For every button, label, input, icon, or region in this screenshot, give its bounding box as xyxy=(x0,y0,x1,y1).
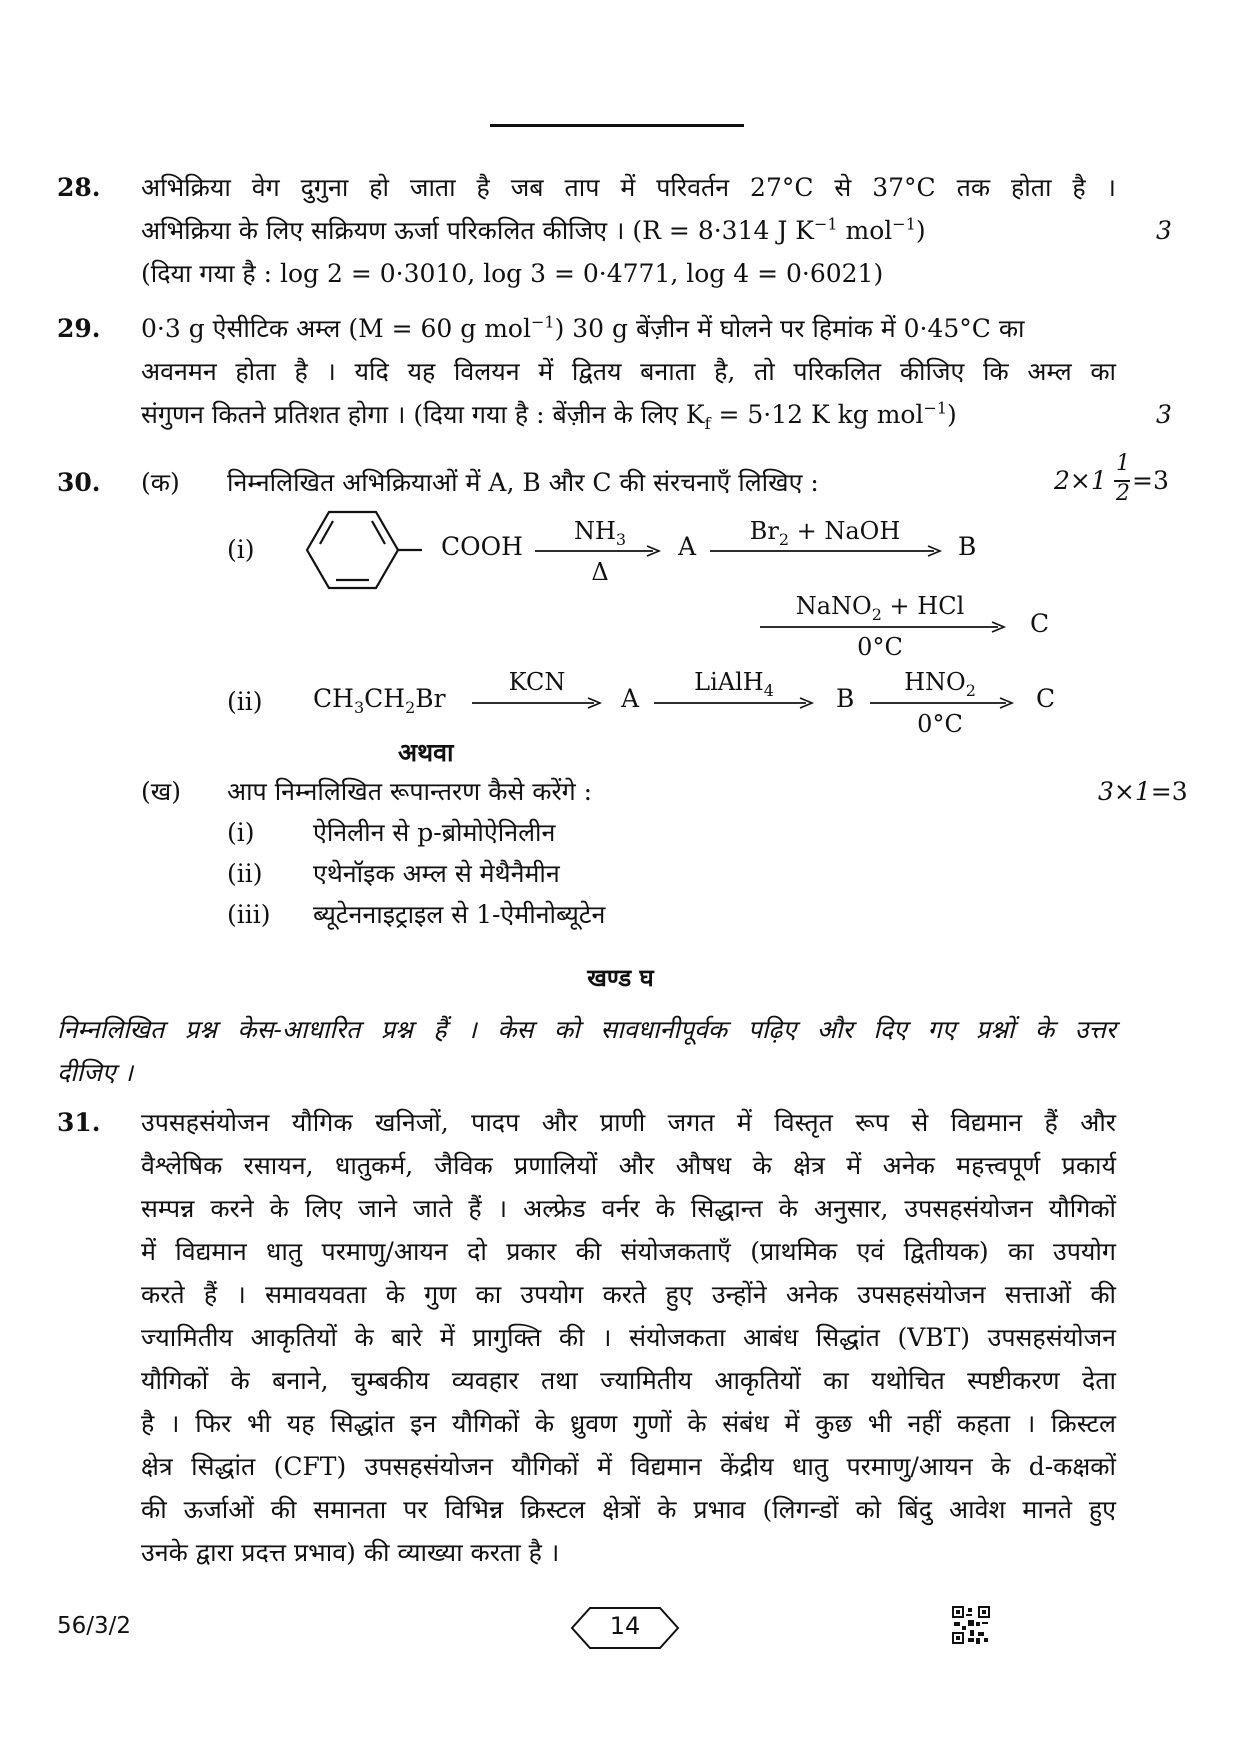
q28-line2: अभिक्रिया के लिए सक्रियण ऊर्जा परिकलित कीजिए । (R = 8·314 J $K^{-1}$ mol$^{-1}$) xyxy=(141,214,926,245)
r1-group: COOH xyxy=(441,532,523,561)
q31-line: यौगिकों के बनाने, चुम्बकीय व्यवहार तथा ज्यामितीय आकृतियों का यथोचित स्पष्टीकरण देता xyxy=(141,1366,1116,1395)
benzene-ring-icon xyxy=(296,505,436,595)
r1-product-c: C xyxy=(1030,609,1050,638)
r1-step1-reagent: $NH_3$ xyxy=(573,517,627,549)
q31-line: वैश्लेषिक रसायन, धातुकर्म, जैविक प्रणालियों और औषध के क्षेत्र में अनेक महत्त्वपूर्ण प्रकार्य xyxy=(141,1151,1116,1180)
conversion-item: ब्यूटेननाइट्राइल से 1-ऐमीनोब्यूटेन xyxy=(313,900,606,929)
r2-step3-condition: 0°C xyxy=(917,710,963,738)
q30-part-b-marks: 3×1=3 xyxy=(1098,777,1188,806)
q28-line1: अभिक्रिया वेग दुगुना हो जाता है जब ताप में परिवर्तन 27°C से 37°C तक होता है । xyxy=(141,173,1116,202)
conversion-item-label: (i) xyxy=(227,818,255,847)
conversion-item-label: (iii) xyxy=(227,900,271,929)
r2-product-c: C xyxy=(1036,684,1056,713)
page-number: 14 xyxy=(609,1612,641,1640)
r2-start-compound: $CH_3CH_2Br$ xyxy=(313,684,446,717)
q31-line: है । फिर भी यह सिद्धांत इन यौगिकों के ध्रुवण गुणों के संबंध में कुछ भी नहीं कहता । क्रिस्टल xyxy=(141,1409,1116,1438)
q31-line: करते हैं । समावयवता के गुण का उपयोग करते हुए उन्होंने अनेक उपसहसंयोजन सत्ताओं की xyxy=(141,1280,1116,1309)
q31-line: की ऊर्जाओं की समानता पर विभिन्न क्रिस्टल क्षेत्रों के प्रभाव (लिगन्डों को बिंदु आवेश मानते हुए xyxy=(141,1495,1116,1524)
q30-part-a-label: (क) xyxy=(141,468,180,497)
r2-step1-reagent: KCN xyxy=(508,668,566,696)
q29-line3: संगुणन कितने प्रतिशत होगा । (दिया गया है : बेंज़ीन के लिए $K_f = 5\cdot 12$ K kg mol$^{-1}$) xyxy=(141,398,957,433)
r2-step3-reagent: $HNO_2$ xyxy=(904,668,976,700)
q30-part-b-label: (ख) xyxy=(141,777,181,806)
r1-step3-reagent: NaNO$_2$ + HCl xyxy=(795,592,965,624)
r1-arrow2-icon xyxy=(710,544,945,558)
q30-part-b-text: आप निम्नलिखित रूपान्तरण कैसे करेंगे : xyxy=(227,777,593,806)
r2-arrow3-icon xyxy=(870,696,1020,710)
q31-line: ज्यामितीय आकृतियों के बारे में प्रागुक्ति की । संयोजकता आबंध सिद्धांत (VBT) उपसहसंयोजन xyxy=(141,1323,1116,1352)
r2-step2-reagent: LiAlH$_4$ xyxy=(694,668,774,700)
q30-number: 30. xyxy=(57,468,101,497)
qr-code-icon xyxy=(952,1606,990,1644)
conversion-item-label: (ii) xyxy=(227,859,263,888)
q30-part-a-text: निम्नलिखित अभिक्रियाओं में A, B और C की संरचनाएँ लिखिए : xyxy=(227,468,819,497)
q29-marks: 3 xyxy=(1156,400,1172,429)
q28-line3: (दिया गया है : log 2 = 0·3010, log 3 = 0·4771, log 4 = 0·6021) xyxy=(141,259,884,288)
q31-line: सम्पन्न करने के लिए जाने जाते हैं । अल्फ्रेड वर्नर के सिद्धान्त के अनुसार, उपसहसंयोजन यौगिकों xyxy=(141,1194,1116,1223)
conversion-item: ऐनिलीन से p-ब्रोमोऐनिलीन xyxy=(313,818,556,847)
q31-line: उनके द्वारा प्रदत्त प्रभाव) की व्याख्या करता है । xyxy=(141,1538,560,1567)
section-title: खण्ड घ xyxy=(587,963,654,992)
section-instruction-line1: निम्नलिखित प्रश्न केस-आधारित प्रश्न हैं । केस को सावधानीपूर्वक पढ़िए और दिए गए प्रश्नों के उत्तर xyxy=(57,1015,1116,1044)
r2-product-b: B xyxy=(836,684,855,713)
r1-product-a: A xyxy=(678,532,697,561)
r1-arrow1-icon xyxy=(535,544,665,558)
q31-line: क्षेत्र सिद्धांत (CFT) उपसहसंयोजन यौगिकों में विद्यमान केंद्रीय धातु परमाणु/आयन के d-कक्षकों xyxy=(141,1452,1116,1481)
r1-step3-condition: 0°C xyxy=(857,633,903,661)
r2-arrow2-icon xyxy=(654,696,819,710)
q28-marks: 3 xyxy=(1156,216,1172,245)
r1-label: (i) xyxy=(227,535,255,564)
paper-code: 56/3/2 xyxy=(57,1613,132,1639)
q29-line2: अवनमन होता है । यदि यह विलयन में द्वितय बनाता है, तो परिकलित कीजिए कि अम्ल का xyxy=(141,357,1116,386)
r1-step2-reagent: $Br_2$ + NaOH xyxy=(749,517,901,549)
q31-number: 31. xyxy=(57,1108,101,1137)
r2-arrow1-icon xyxy=(472,696,607,710)
conversion-item: एथेनॉइक अम्ल से मेथैनैमीन xyxy=(313,859,560,888)
or-label: अथवा xyxy=(398,738,454,767)
q29-line1: 0·3 g ऐसीटिक अम्ल (M = 60 g mol$^{-1}$) 30 g बेंज़ीन में घोलने पर हिमांक में 0·45°C का xyxy=(141,312,1025,343)
r1-step1-condition: Δ xyxy=(591,558,609,586)
section-instruction-line2: दीजिए । xyxy=(57,1058,134,1087)
r1-arrow3-icon xyxy=(760,620,1010,634)
q31-line: में विद्यमान धातु परमाणु/आयन दो प्रकार की संयोजकताएँ (प्राथमिक एवं द्वितीयक) का उपयोग xyxy=(141,1237,1116,1266)
r2-label: (ii) xyxy=(227,687,263,716)
q28-number: 28. xyxy=(57,173,101,202)
top-divider xyxy=(490,124,744,127)
q31-line: उपसहसंयोजन यौगिक खनिजों, पादप और प्राणी जगत में विस्तृत रूप से विद्यमान हैं और xyxy=(141,1108,1116,1137)
r1-product-b: B xyxy=(958,532,977,561)
q29-number: 29. xyxy=(57,314,101,343)
r2-product-a: A xyxy=(621,684,640,713)
